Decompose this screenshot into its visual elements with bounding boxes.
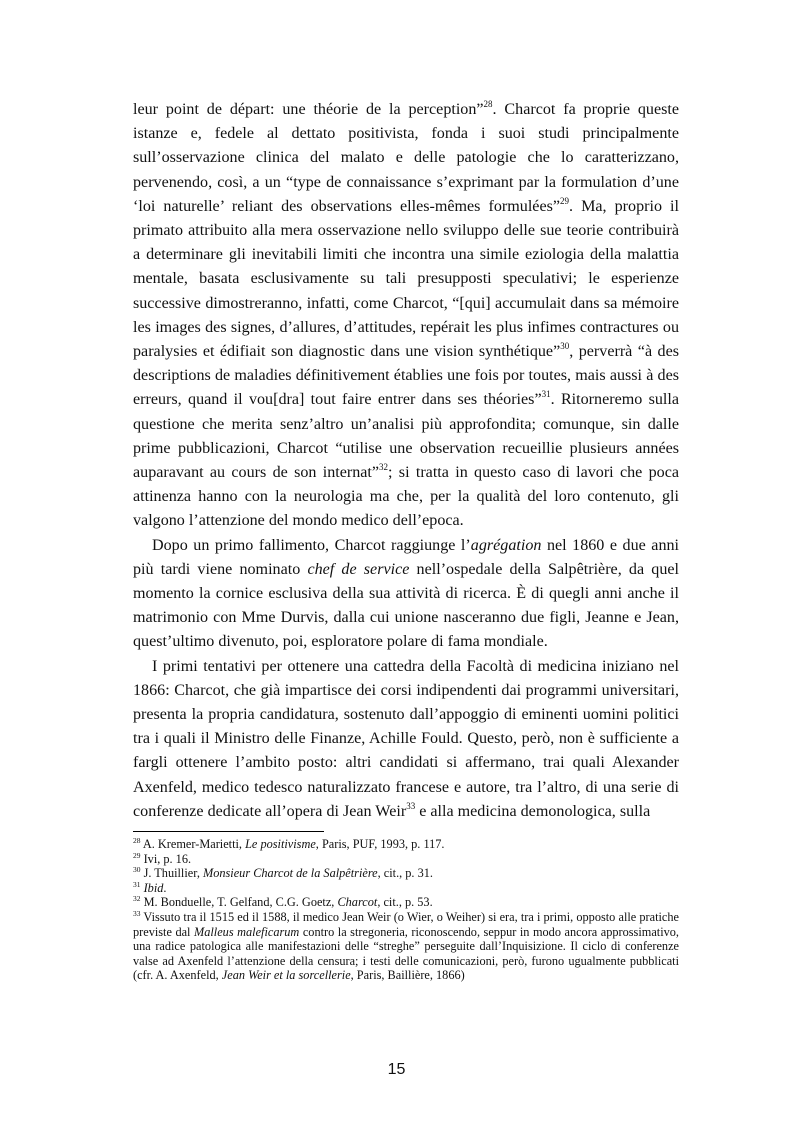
footnote-marker: 32 — [379, 462, 389, 473]
text-run: . Charcot fa proprie queste istanze e, fedele al dettato positivista, fonda i suoi studi principalmente sull’osservazione clinica del malato e delle patologie che lo caratterizzano, pervenendo, così, a un “type de connaissance s’exprimant par la formulation d’une ‘loi naturelle’ reliant des observations elles-mêmes formulées” — [133, 101, 679, 215]
text-run: M. Bonduelle, T. Gelfand, C.G. Goetz, — [140, 895, 338, 910]
footnote-marker: 31 — [541, 389, 551, 400]
text-run: Ivi, p. 16. — [140, 851, 192, 866]
text-run: , Paris, PUF, 1993, p. 117. — [315, 837, 445, 851]
footnote — [133, 881, 679, 896]
text-run: . Ritorneremo sulla questione che merita senz’altro un’analisi più approfondita; comunque, sin dalle prime pubblicazioni, Charcot “utilise une observation recueillie plusieurs années auparavant au cours de son internat” — [133, 391, 680, 482]
text-run: contro la stregoneria, riconoscendo, seppur in modo ancora approssimativo, una radice patologica alle manifestazioni delle “streghe” perseguite dall’Inquisizione. Il ciclo di conferenze valse ad Axenfeld l’attenzione della censura; i testi delle comunicazioni, però, furono ugualmente pubblicati (cfr. A. Axenfeld, — [133, 924, 679, 983]
footnote-marker: 28 — [133, 836, 141, 845]
footnote-marker: 29 — [133, 850, 141, 860]
italic-text: Jean Weir et la sorcellerie — [221, 968, 351, 983]
text-run: Vissuto tra il 1515 ed il 1588, il medico Jean Weir (o Wier, o Weiher) si era, tra i primi, opposto alle pratiche previste dal — [133, 909, 679, 939]
footnote-marker: 28 — [483, 99, 493, 109]
paragraph — [133, 98, 679, 534]
text-run: ; si tratta in questo caso di lavori che poca attinenza hanno con la neurologia ma che, per la qualità del loro contenuto, gli valgono l’attenzione del mondo medico dell’epoca. — [133, 464, 679, 530]
footnote — [133, 852, 679, 867]
italic-text: Monsieur Charcot de la Salpêtrière — [202, 866, 378, 881]
text-run: J. Thuillier, — [140, 866, 203, 881]
text-run: nell’ospedale della Salpêtrière, da quel momento la cornice esclusiva della sua attività di ricerca. È di quegli anni anche il matrimonio con Mme Durvis, dalla cui unione nasceranno due figli, Jeanne e Jean, quest’ultimo divenuto, poi, esploratore polare di fama mondiale. — [133, 560, 679, 651]
italic-text: chef de service — [307, 560, 410, 578]
text-run: I primi tentativi per ottenere una cattedra della Facoltà di medicina iniziano nel 1866: Charcot, che già impartisce dei corsi indipendenti dai programmi universitari, presenta la propria candidatura, sostenuto dall’appoggio di eminenti uomini politici tra i quali il Ministro delle Finanze, Achille Fould. Questo, però, non è sufficiente a fargli ottenere l’ambito posto: altri candidati si affermano, trai quali Alexander Axenfeld, medico tedesco naturalizzato francese e autore, tra l’altro, di una serie di conferenze dedicate all’opera di Jean Weir — [133, 657, 679, 820]
text-run: , perverrà “à des descriptions de maladies définitivement établies une fois por toutes, mais aussi à des erreurs, quand il vou[dra] tout faire entrer dans ses théories” — [133, 343, 680, 409]
italic-text: Charcot — [337, 895, 378, 910]
text-run: A. Kremer-Marietti, — [140, 837, 246, 851]
body-text — [133, 98, 679, 824]
footnote — [133, 910, 679, 983]
footnote-marker: 30 — [133, 865, 141, 875]
text-run: . — [163, 880, 167, 895]
footnote — [133, 866, 679, 881]
paragraph — [133, 655, 679, 824]
footnotes — [133, 837, 679, 983]
footnote-marker: 32 — [133, 894, 141, 904]
italic-text: Le positivisme — [245, 837, 316, 851]
italic-text: Malleus maleficarum — [194, 924, 300, 939]
footnote-marker: 33 — [133, 908, 141, 918]
footnote-separator — [133, 831, 324, 832]
italic-text: agrégation — [470, 536, 542, 554]
text-run: Dopo un primo fallimento, Charcot raggiunge l’ — [152, 536, 471, 554]
page-number: 15 — [387, 1061, 406, 1078]
footnote-marker: 29 — [560, 195, 569, 206]
footnote-marker: 31 — [133, 879, 141, 889]
paragraph — [133, 534, 679, 655]
text-run: , cit., p. 31. — [377, 866, 433, 881]
text-run: leur point de départ: une théorie de la perception” — [133, 101, 484, 118]
text-run: , cit., p. 53. — [377, 895, 433, 910]
text-run: , Paris, Baillière, 1866) — [350, 968, 465, 983]
footnote — [133, 895, 679, 910]
text-run: . Ma, proprio il primato attribuito alla mera osservazione nello sviluppo delle sue teorie contribuirà a determinare gli inevitabili limiti che incontra una simile eziologia della malattia mentale, basata esclusivamente su tali presupposti speculativi; le esperienze successive dimostreranno, infatti, come Charcot, “[qui] accumulait dans sa mémoire les images des signes, d’allures, d’attitudes, repérait les plus infimes contractures ou paralysies et édifiait son diagnostic dans une vision synthétique” — [133, 197, 679, 361]
footnote-marker: 30 — [560, 341, 570, 352]
footnote — [133, 837, 679, 852]
text-run: nel 1860 e due anni più tardi viene nominato — [133, 536, 680, 578]
text-run: e alla medicina demonologica, sulla — [415, 802, 651, 820]
italic-text: Ibid — [143, 880, 164, 895]
footnote-marker: 33 — [406, 800, 416, 811]
